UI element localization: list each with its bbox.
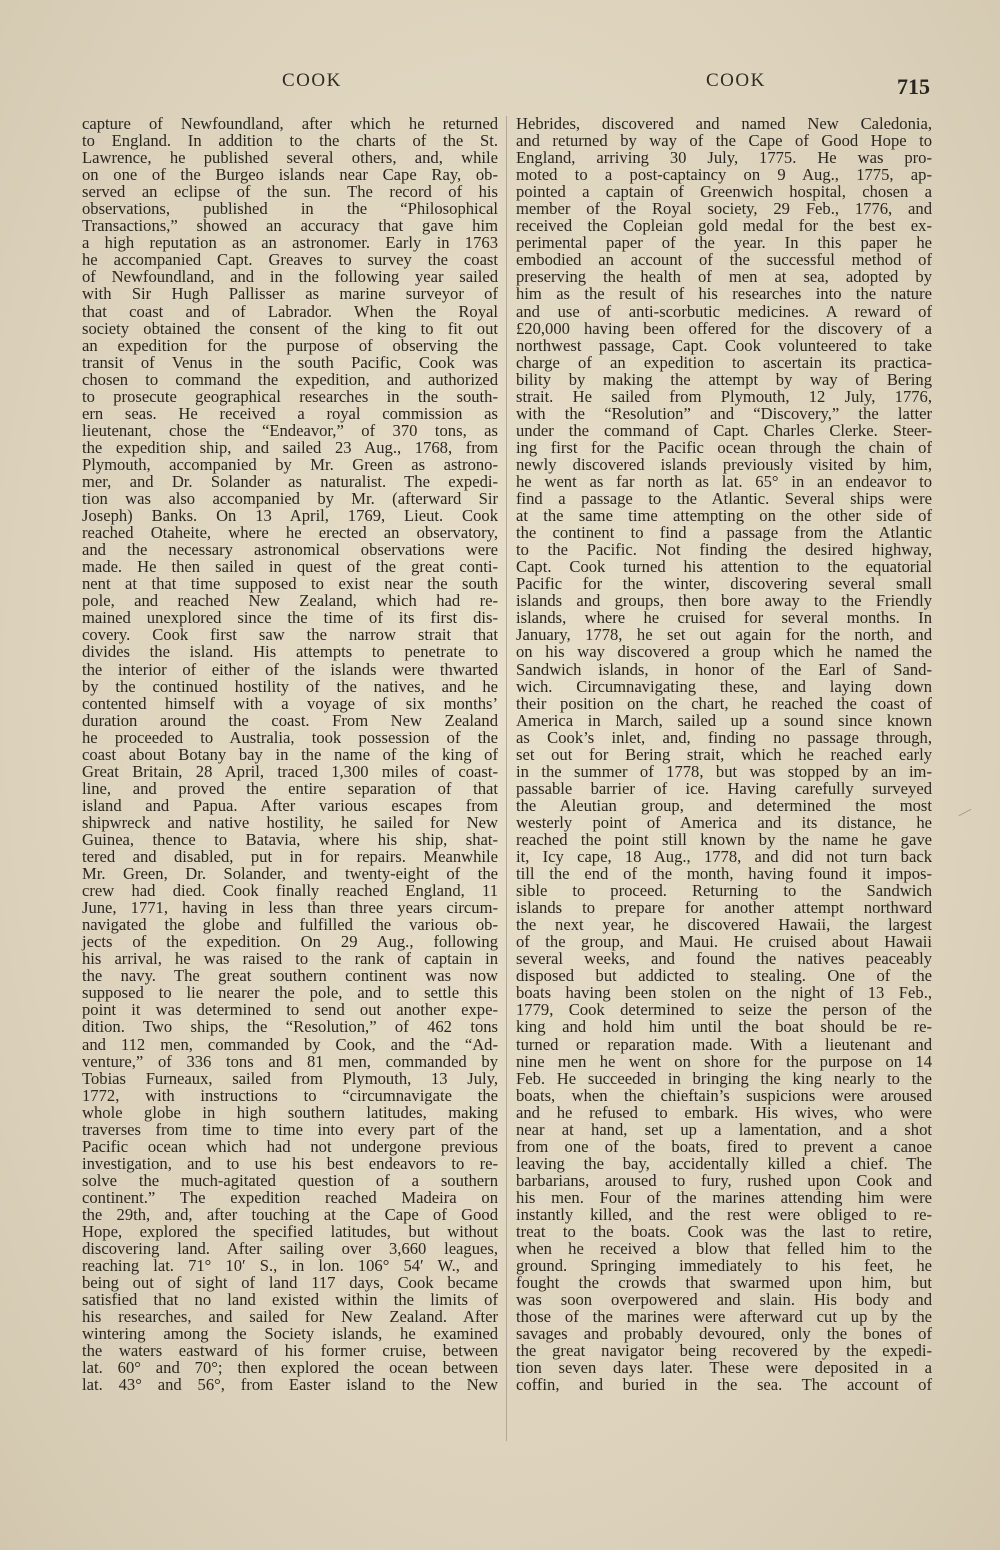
text-line: the interior of either of the islands were thwarted	[82, 659, 498, 679]
text-line: chosen to command the expedition, and authorized	[82, 369, 498, 389]
text-line: and use of anti-scorbutic medicines. A reward of	[516, 301, 932, 321]
text-line: savages and probably devoured, only the bones of	[516, 1324, 932, 1344]
text-line: made. He then sailed in quest of the great conti-	[82, 557, 498, 577]
text-line: received the Copleian gold medal for the best ex-	[516, 216, 932, 236]
text-line: coffin, and buried in the sea. The account of	[516, 1375, 932, 1395]
text-line: preserving the health of men at sea, adopted by	[516, 267, 932, 287]
text-line: fought the crowds that swarmed upon him, but	[516, 1273, 932, 1293]
text-line: jects of the expedition. On 29 Aug., following	[82, 932, 498, 952]
text-line: he went as far north as lat. 65° in an endeavor to	[516, 471, 932, 491]
text-line: England, arriving 30 July, 1775. He was pro-	[516, 148, 932, 168]
text-line: tion was also accompanied by Mr. (afterward Sir	[82, 489, 498, 509]
text-line: islands, where he cruised for several months. In	[516, 608, 932, 628]
text-line: boats having been stolen on the night of 13 Feb.,	[516, 983, 932, 1003]
text-line: perimental paper of the year. In this paper he	[516, 233, 932, 253]
text-line: America in March, sailed up a sound since known	[516, 710, 932, 730]
text-line: Lawrence, he published several others, and, while	[82, 148, 498, 168]
text-line: of the group, and Maui. He cruised about Hawaii	[516, 932, 932, 952]
text-line: £20,000 having been offered for the discovery of a	[516, 318, 932, 338]
text-line: Hebrides, discovered and named New Caledonia,	[516, 114, 932, 133]
text-line: Great Britain, 28 April, traced 1,300 miles of coast-	[82, 761, 498, 781]
text-line: northwest passage, Capt. Cook volunteered to take	[516, 335, 932, 355]
pencil-mark	[959, 809, 972, 816]
text-line: set out for Bering strait, which he reached early	[516, 744, 932, 764]
text-line: the next year, he discovered Hawaii, the largest	[516, 915, 932, 935]
text-line: islands and groups, then bore away to the Friendly	[516, 591, 932, 611]
text-line: sible to proceed. Returning to the Sandwich	[516, 881, 932, 901]
text-line: as Cook’s inlet, and, finding no passage through,	[516, 727, 932, 747]
text-line: shipwreck and native hostility, he sailed for New	[82, 812, 498, 832]
text-line: dition. Two ships, the “Resolution,” of 462 tons	[82, 1017, 498, 1037]
text-line: disposed but addicted to stealing. One of the	[516, 966, 932, 986]
text-line: ground. Springing immediately to his feet, he	[516, 1256, 932, 1276]
text-line: Capt. Cook turned his attention to the equatorial	[516, 557, 932, 577]
text-line: embodied an account of the successful method of	[516, 250, 932, 270]
text-line: coast about Botany bay in the name of the king of	[82, 744, 498, 764]
text-line: pointed a captain of Greenwich hospital, chosen a	[516, 182, 932, 202]
text-line: the expedition ship, and sailed 23 Aug., 1768, from	[82, 437, 498, 457]
text-line: it, Icy cape, 18 Aug., 1778, and did not turn back	[516, 847, 932, 867]
text-line: under the command of Capt. Charles Clerke. Steer-	[516, 420, 932, 440]
text-line: Hope, explored the specified latitudes, but without	[82, 1222, 498, 1242]
text-line: islands to prepare for another attempt northward	[516, 898, 932, 918]
text-line: traverses from time to time into every part of the	[82, 1119, 498, 1139]
text-line: those of the marines were afterward cut up by the	[516, 1307, 932, 1327]
running-head-right: COOK	[706, 70, 766, 91]
text-line: pole, and reached New Zealand, which had re-	[82, 591, 498, 611]
text-line: a high reputation as an astronomer. Early in 1763	[82, 233, 498, 253]
text-line: with Sir Hugh Pallisser as marine surveyor of	[82, 284, 498, 304]
text-line: he proceeded to Australia, took possession of the	[82, 727, 498, 747]
text-line: that coast and of Labrador. When the Royal	[82, 301, 498, 321]
text-line: Pacific ocean which had not undergone previous	[82, 1136, 498, 1156]
text-line: Tobias Furneaux, sailed from Plymouth, 13 July,	[82, 1068, 498, 1088]
text-line: the 29th, and, after touching at the Cape of Good	[82, 1205, 498, 1224]
text-line: his researches, and sailed for New Zealand. After	[82, 1307, 498, 1327]
text-line: moted to a post-captaincy on 9 Aug., 1775, ap-	[516, 165, 932, 185]
text-column-left	[82, 115, 498, 1394]
text-line: whole globe in high southern latitudes, making	[82, 1102, 498, 1122]
text-line: Sandwich islands, in honor of the Earl of Sand-	[516, 659, 932, 679]
text-line: on his way discovered a group which he named the	[516, 642, 932, 662]
text-line: lieutenant, chose the “Endeavor,” of 370 tons, as	[82, 420, 498, 440]
text-line: the navy. The great southern continent was now	[82, 966, 498, 986]
text-line: ing first for the Pacific ocean through the chain of	[516, 437, 932, 457]
text-line: the waters eastward of his former cruise, between	[82, 1341, 498, 1361]
text-line: discovering land. After sailing over 3,660 leagues,	[82, 1239, 498, 1259]
text-line: instantly killed, and the rest were obliged to re-	[516, 1205, 932, 1224]
text-line: strait. He sailed from Plymouth, 12 July, 1776,	[516, 386, 932, 406]
text-line: bility by making the attempt by way of Bering	[516, 369, 932, 389]
text-line: satisfied that no land existed within the limits of	[82, 1290, 498, 1310]
text-line: mer, and Dr. Solander as naturalist. The expedi-	[82, 471, 498, 491]
text-line: mained unexplored since the time of its first dis-	[82, 608, 498, 628]
text-line: lat. 43° and 56°, from Easter island to the New	[82, 1375, 498, 1395]
text-line: member of the Royal society, 29 Feb., 1776, and	[516, 199, 932, 219]
text-line: tion seven days later. These were deposited in a	[516, 1358, 932, 1378]
text-line: served an eclipse of the sun. The record of his	[82, 182, 498, 202]
text-line: and the necessary astronomical observations were	[82, 540, 498, 560]
text-line: wich. Circumnavigating these, and laying down	[516, 676, 932, 696]
text-line: at the same time attempting on the other side of	[516, 506, 932, 526]
text-line: their position on the chart, he reached the coast of	[516, 693, 932, 713]
text-line: Plymouth, accompanied by Mr. Green as astrono-	[82, 454, 498, 474]
text-line: Pacific for the winter, discovering several small	[516, 574, 932, 594]
text-line: and he refused to embark. His wives, who were	[516, 1102, 932, 1122]
text-line: solve the much-agitated question of a southern	[82, 1170, 498, 1190]
page-number: 715	[897, 74, 930, 99]
text-line: point it was determined to send out another expe-	[82, 1000, 498, 1020]
text-line: him as the result of his researches into the nature	[516, 284, 932, 304]
text-line: to the Pacific. Not finding the desired highway,	[516, 540, 932, 560]
text-line: barbarians, aroused to fury, rushed upon Cook and	[516, 1170, 932, 1190]
text-line: ern seas. He received a royal commission as	[82, 403, 498, 423]
text-line: nent at that time supposed to exist near the south	[82, 574, 498, 594]
text-line: nine men he went on shore for the purpose on 14	[516, 1051, 932, 1071]
text-line: navigated the globe and fulfilled the various ob-	[82, 915, 498, 935]
text-line: boats, when the chieftain’s suspicions were aroused	[516, 1085, 932, 1105]
text-line: he accompanied Capt. Greaves to survey the coast	[82, 250, 498, 270]
text-line: turned or reparation made. With a lieutenant and	[516, 1034, 932, 1054]
text-line: reaching lat. 71° 10′ S., in lon. 106° 54′ W., and	[82, 1256, 498, 1276]
text-line: venture,” of 336 tons and 81 men, commanded by	[82, 1051, 498, 1071]
text-line: 1779, Cook determined to seize the person of the	[516, 1000, 932, 1020]
text-line: his men. Four of the marines attending him were	[516, 1187, 932, 1207]
text-line: when he received a blow that felled him to the	[516, 1239, 932, 1259]
text-line: king and hold him until the boat should be re-	[516, 1017, 932, 1037]
text-line: with the “Resolution” and “Discovery,” the latter	[516, 403, 932, 423]
text-line: passable barrier of ice. Having carefully surveyed	[516, 778, 932, 798]
text-line: by the continued hostility of the natives, and he	[82, 676, 498, 696]
text-line: on one of the Burgeo islands near Cape Ray, ob-	[82, 165, 498, 185]
text-line: Transactions,” showed an accuracy that gave him	[82, 216, 498, 236]
text-line: was soon overpowered and slain. His body and	[516, 1290, 932, 1310]
text-line: 1772, with instructions to “circumnavigate the	[82, 1085, 498, 1105]
text-line: of Newfoundland, and in the following year sailed	[82, 267, 498, 287]
text-line: reached the point still known by the name he gave	[516, 829, 932, 849]
text-line: and 112 men, commanded by Cook, and the “Ad-	[82, 1034, 498, 1054]
text-line: the great navigator being recovered by the expedi-	[516, 1341, 932, 1361]
text-line: till the end of the month, having found it impos-	[516, 864, 932, 884]
text-line: treat to the boats. Cook was the last to retire,	[516, 1222, 932, 1242]
text-line: his arrival, he was raised to the rank of captain in	[82, 949, 498, 969]
text-line: covery. Cook first saw the narrow strait that	[82, 625, 498, 645]
text-line: charge of an expedition to ascertain its practica-	[516, 352, 932, 372]
text-line: January, 1778, he set out again for the north, and	[516, 625, 932, 645]
text-column-right	[516, 115, 932, 1394]
column-divider	[506, 116, 507, 1441]
text-line: contented himself with a voyage of six months’	[82, 693, 498, 713]
text-line: crew had died. Cook finally reached England, 11	[82, 881, 498, 901]
text-line: Guinea, thence to Batavia, where his ship, shat-	[82, 829, 498, 849]
text-line: reached Otaheite, where he erected an observatory,	[82, 523, 498, 543]
text-line: transit of Venus in the south Pacific, Cook was	[82, 352, 498, 372]
text-line: wintering among the Society islands, he examined	[82, 1324, 498, 1344]
text-line: continent.” The expedition reached Madeira on	[82, 1187, 498, 1207]
text-line: June, 1771, having in less than three years circum-	[82, 898, 498, 918]
text-line: being out of sight of land 117 days, Cook became	[82, 1273, 498, 1293]
text-line: Mr. Green, Dr. Solander, and twenty-eight of the	[82, 864, 498, 884]
text-line: the continent to find a passage from the Atlantic	[516, 523, 932, 543]
text-line: Feb. He succeeded in bringing the king nearly to the	[516, 1068, 932, 1088]
text-line: observations, published in the “Philosophical	[82, 199, 498, 219]
text-line: newly discovered islands previously visited by him,	[516, 454, 932, 474]
text-line: tered and disabled, put in for repairs. Meanwhile	[82, 847, 498, 867]
text-line: lat. 60° and 70°; then explored the ocean between	[82, 1358, 498, 1378]
text-line: society obtained the consent of the king to fit out	[82, 318, 498, 338]
text-line: island and Papua. After various escapes from	[82, 795, 498, 815]
running-head-left: COOK	[282, 70, 342, 91]
text-line: supposed to lie nearer the pole, and to settle this	[82, 983, 498, 1003]
text-line: leaving the bay, accidentally killed a chief. The	[516, 1153, 932, 1173]
text-line: the Aleutian group, and determined the most	[516, 795, 932, 815]
text-line: westerly point of America and its distance, he	[516, 812, 932, 832]
text-line: near at hand, set up a lamentation, and a shot	[516, 1119, 932, 1139]
text-line: from one of the boats, fired to prevent a canoe	[516, 1136, 932, 1156]
text-line: to prosecute geographical researches in the south-	[82, 386, 498, 406]
text-line: find a passage to the Atlantic. Several ships were	[516, 489, 932, 509]
text-line: to England. In addition to the charts of the St.	[82, 131, 498, 151]
text-line: several weeks, and found the natives peaceably	[516, 949, 932, 969]
text-line: duration around the coast. From New Zealand	[82, 710, 498, 730]
text-line: capture of Newfoundland, after which he returned	[82, 114, 498, 133]
text-line: investigation, and to use his best endeavors to re-	[82, 1153, 498, 1173]
text-line: Joseph) Banks. On 13 April, 1769, Lieut. Cook	[82, 506, 498, 526]
text-line: an expedition for the purpose of observing the	[82, 335, 498, 355]
text-line: line, and proved the entire separation of that	[82, 778, 498, 798]
text-line: divides the island. His attempts to penetrate to	[82, 642, 498, 662]
text-line: in the summer of 1778, but was stopped by an im-	[516, 761, 932, 781]
text-line: and returned by way of the Cape of Good Hope to	[516, 131, 932, 151]
